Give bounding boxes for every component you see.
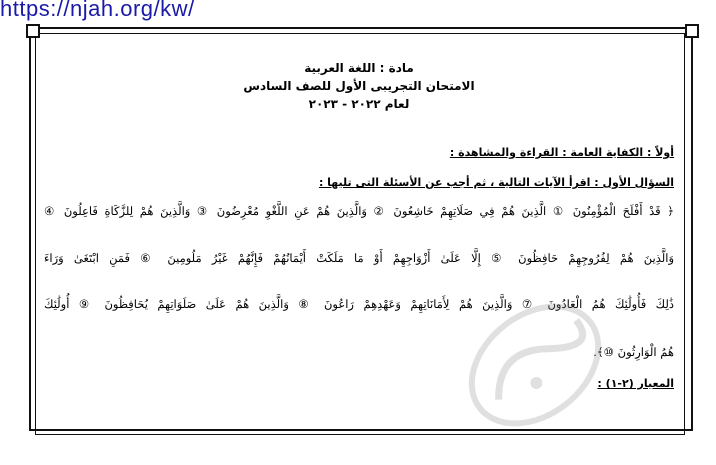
criterion-label: المعيار (٢-١) : [597, 377, 674, 390]
exam-header [44, 59, 674, 113]
verse-line-3: ذَٰلِكَ فَأُولَٰئِكَ هُمُ الْعَادُونَ ⑦ وَالَّذِينَ هُمْ لِأَمَانَاتِهِمْ وَعَهْدِهِمْ رَاعُونَ ⑧ وَالَّذِينَ هُمْ عَلَىٰ صَلَوَاتِهِمْ يُحَافِظُونَ ⑨ أُولَٰئِكَ [44, 297, 674, 311]
verse-line-2: وَالَّذِينَ هُمْ لِفُرُوجِهِمْ حَافِظُونَ ⑤ إِلَّا عَلَىٰ أَزْوَاجِهِمْ أَوْ مَا مَلَكَتْ أَيْمَانُهُمْ فَإِنَّهُمْ غَيْرُ مَلُومِينَ ⑥ فَمَنِ ابْتَغَىٰ وَرَاءَ [44, 251, 674, 265]
exam-title: الامتحان التجريبى الأول للصف السادس [243, 79, 475, 93]
subject-line: مادة : اللغة العربية [304, 61, 414, 75]
corner-ornament-right [685, 24, 699, 38]
verse-line-1: ﴿ قَدْ أَفْلَحَ الْمُؤْمِنُونَ ① الَّذِينَ هُمْ فِي صَلَاتِهِمْ خَاشِعُونَ ② وَالَّذِينَ هُمْ عَنِ اللَّغْوِ مُعْرِضُونَ ③ وَالَّذِينَ هُمْ لِلزَّكَاةِ فَاعِلُونَ ④ [44, 204, 674, 218]
source-url[interactable]: https://njah.org/kw/ [0, 0, 195, 21]
verse-line-4: هُمُ الْوَارِثُونَ ⑩﴾. [593, 345, 674, 359]
section-title: أولاً : الكفاية العامة : القراءة والمشاهدة : [449, 146, 674, 159]
question-label: السؤال الأول : اقرأ الآيات التالية ، ثم أجب عن الأسئلة التى تليها : [318, 176, 674, 189]
exam-year: لعام ٢٠٢٢ - ٢٠٢٣ [308, 97, 410, 111]
corner-ornament-left [26, 24, 40, 38]
